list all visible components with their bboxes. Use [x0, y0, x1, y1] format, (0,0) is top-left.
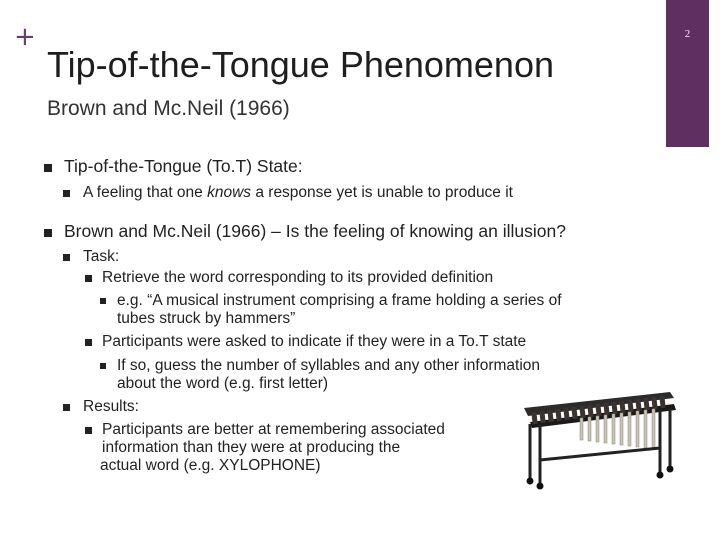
bullet-square-icon	[85, 427, 92, 434]
xylophone-image	[520, 378, 678, 490]
tot-state-colon: :	[297, 156, 303, 176]
result-line2: information than they were at producing the	[102, 439, 401, 456]
bullet-square-icon	[63, 254, 70, 261]
followup-line1: If so, guess the number of syllables and any other information	[117, 357, 541, 374]
bullet-square-icon	[100, 363, 106, 369]
result-line3: actual word (e.g. XYLOPHONE)	[100, 457, 321, 474]
bullet-square-icon	[44, 164, 52, 172]
results-label: Results:	[83, 398, 139, 415]
followup-line2: about the word (e.g. first letter)	[117, 375, 329, 392]
result-line1: Participants are better at remembering associated	[102, 421, 445, 438]
slide-subtitle: Brown and Mc.Neil (1966)	[47, 97, 290, 120]
plus-icon: +	[14, 22, 36, 52]
bullet-square-icon	[85, 339, 92, 346]
tot-state-label: Tip-of-the-Tongue (To.T) State	[64, 156, 298, 176]
tot-definition-text	[83, 184, 513, 201]
task-label: Task:	[83, 248, 120, 265]
study-heading: Brown and Mc.Neil (1966) – Is the feeling of knowing an illusion?	[64, 221, 566, 241]
slide-title: Tip-of-the-Tongue Phenomenon	[47, 44, 554, 85]
bullet-square-icon	[44, 229, 52, 237]
task-step2-text: Participants were asked to indicate if they were in a To.T state	[102, 333, 527, 350]
definition-suffix: a response yet is unable to produce it	[251, 184, 513, 201]
bullet-square-icon	[63, 404, 70, 411]
task-step1-text: Retrieve the word corresponding to its provided definition	[102, 269, 494, 286]
example-line1: e.g. “A musical instrument comprising a frame holding a series of	[117, 292, 562, 309]
example-line2: tubes struck by hammers”	[117, 310, 296, 327]
slide-number: 2	[684, 28, 691, 40]
tot-state-text	[64, 157, 303, 177]
bullet-square-icon	[100, 298, 106, 304]
definition-emphasis: knows	[207, 184, 252, 201]
bullet-square-icon	[85, 275, 92, 282]
definition-prefix: A feeling that one	[83, 184, 208, 201]
accent-bar	[666, 0, 709, 147]
bullet-square-icon	[63, 190, 70, 197]
